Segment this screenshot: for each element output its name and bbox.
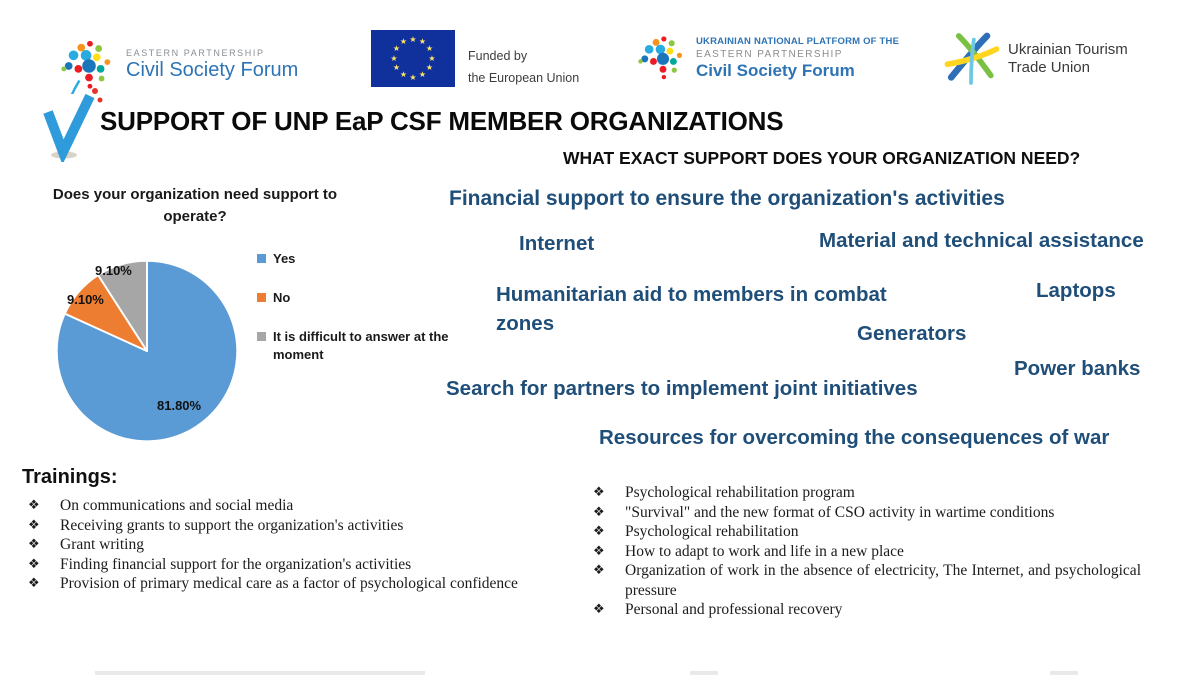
bullet-icon: ❖ (28, 556, 40, 572)
list-item-text: Personal and professional recovery (625, 601, 843, 618)
list-item-text: Organization of work in the absence of electricity, The Internet, and psychological pressure (625, 562, 1141, 599)
legend-item-yes (257, 250, 452, 268)
cutoff-text-artifact (1050, 671, 1078, 675)
unp-logo-line1: UKRAINIAN NATIONAL PLATFORM OF THE (696, 35, 900, 47)
pie-legend (257, 250, 452, 385)
page-title: SUPPORT OF UNP EaP CSF MEMBER ORGANIZATIONS (100, 106, 784, 136)
bullet-icon: ❖ (28, 517, 40, 533)
list-item (22, 496, 589, 516)
uttu-logo (938, 28, 1128, 90)
pie-label-no: 9.10% (67, 292, 104, 307)
bullet-icon: ❖ (28, 576, 40, 591)
list-item (22, 535, 589, 555)
legend-item-no (257, 289, 452, 307)
pie-chart (52, 256, 242, 446)
unp-dots-icon (637, 32, 689, 84)
needs-heading: WHAT EXACT SUPPORT DOES YOUR ORGANIZATION NEED? (563, 148, 1081, 168)
bullet-icon: ❖ (593, 563, 605, 578)
uttu-logo-line2: Trade Union (1008, 59, 1090, 76)
uttu-logo-text (1008, 41, 1128, 77)
list-item (593, 522, 1141, 542)
cutoff-text-artifact (95, 671, 425, 675)
need-power-banks: Power banks (1014, 357, 1141, 380)
list-item-text: "Survival" and the new format of CSO activity in wartime conditions (625, 503, 1055, 521)
unp-logo-line3: Civil Society Forum (696, 60, 855, 80)
list-item (593, 503, 1141, 523)
list-item-text: Psychological rehabilitation (625, 523, 799, 540)
unp-logo (637, 32, 899, 84)
list-item (22, 516, 589, 536)
uttu-ribbon-icon (938, 28, 1004, 90)
bullet-icon: ❖ (28, 498, 40, 513)
need-internet: Internet (519, 232, 595, 255)
need-partner-search: Search for partners to implement joint initiatives (446, 377, 918, 400)
legend-marker-no (257, 293, 266, 302)
trainings-list (22, 496, 589, 594)
list-item (593, 483, 1141, 503)
trainings-heading: Trainings: (22, 466, 118, 488)
list-item (593, 542, 1141, 562)
need-generators: Generators (857, 322, 967, 345)
legend-item-difficult (257, 328, 452, 364)
list-item-text: How to adapt to work and life in a new place (625, 542, 904, 560)
need-laptops: Laptops (1036, 279, 1116, 302)
bullet-icon: ❖ (28, 537, 40, 552)
eu-funding-line1: Funded by (468, 49, 528, 63)
eu-funding-line2: the European Union (468, 71, 580, 85)
bullet-icon: ❖ (593, 543, 605, 559)
list-item-text: Grant writing (60, 536, 144, 553)
bullet-icon: ❖ (593, 602, 605, 617)
legend-marker-difficult (257, 332, 266, 341)
list-item (593, 561, 1141, 600)
legend-label-yes: Yes (273, 251, 296, 266)
legend-marker-yes (257, 254, 266, 263)
need-humanitarian-aid: Humanitarian aid to members in combat zones (496, 283, 887, 336)
checkmark-icon (40, 86, 104, 167)
pie-label-yes: 81.80% (157, 398, 202, 413)
list-item-text: Provision of primary medical care as a factor of psychological confidence (60, 575, 518, 592)
list-item-text: Psychological rehabilitation program (625, 484, 855, 501)
unp-logo-line2: EASTERN PARTNERSHIP (696, 48, 843, 60)
list-item-text: On communications and social media (60, 497, 294, 514)
legend-label-difficult: It is difficult to answer at the moment (273, 329, 449, 362)
need-financial-support: Financial support to ensure the organization's activities (449, 187, 1005, 210)
need-material-assistance: Material and technical assistance (819, 229, 1144, 252)
bullet-icon: ❖ (593, 524, 605, 539)
list-item-text: Receiving grants to support the organization's activities (60, 516, 404, 534)
bullet-icon: ❖ (593, 504, 605, 520)
list-item (22, 574, 589, 594)
list-item (22, 555, 589, 575)
cutoff-text-artifact (690, 671, 718, 675)
list-item-text: Finding financial support for the organization's activities (60, 555, 412, 573)
eu-flag-icon: ★ ★ ★ ★ ★ ★ ★ ★ ★ ★ ★ ★ (371, 30, 455, 87)
eap-csf-logo-line1: EASTERN PARTNERSHIP (126, 48, 265, 58)
list-item (593, 600, 1141, 620)
legend-label-no: No (273, 290, 291, 305)
chart-title: Does your organization need support to operate? (52, 186, 338, 225)
right-trainings-list (593, 483, 1141, 620)
eap-csf-logo-line2: Civil Society Forum (126, 59, 299, 81)
need-war-recovery-resources: Resources for overcoming the consequences of war (599, 426, 1110, 449)
pie-label-difficult: 9.10% (95, 263, 132, 278)
eu-funding-label (468, 45, 579, 89)
uttu-logo-line1: Ukrainian Tourism (1008, 41, 1128, 58)
bullet-icon: ❖ (593, 485, 605, 500)
